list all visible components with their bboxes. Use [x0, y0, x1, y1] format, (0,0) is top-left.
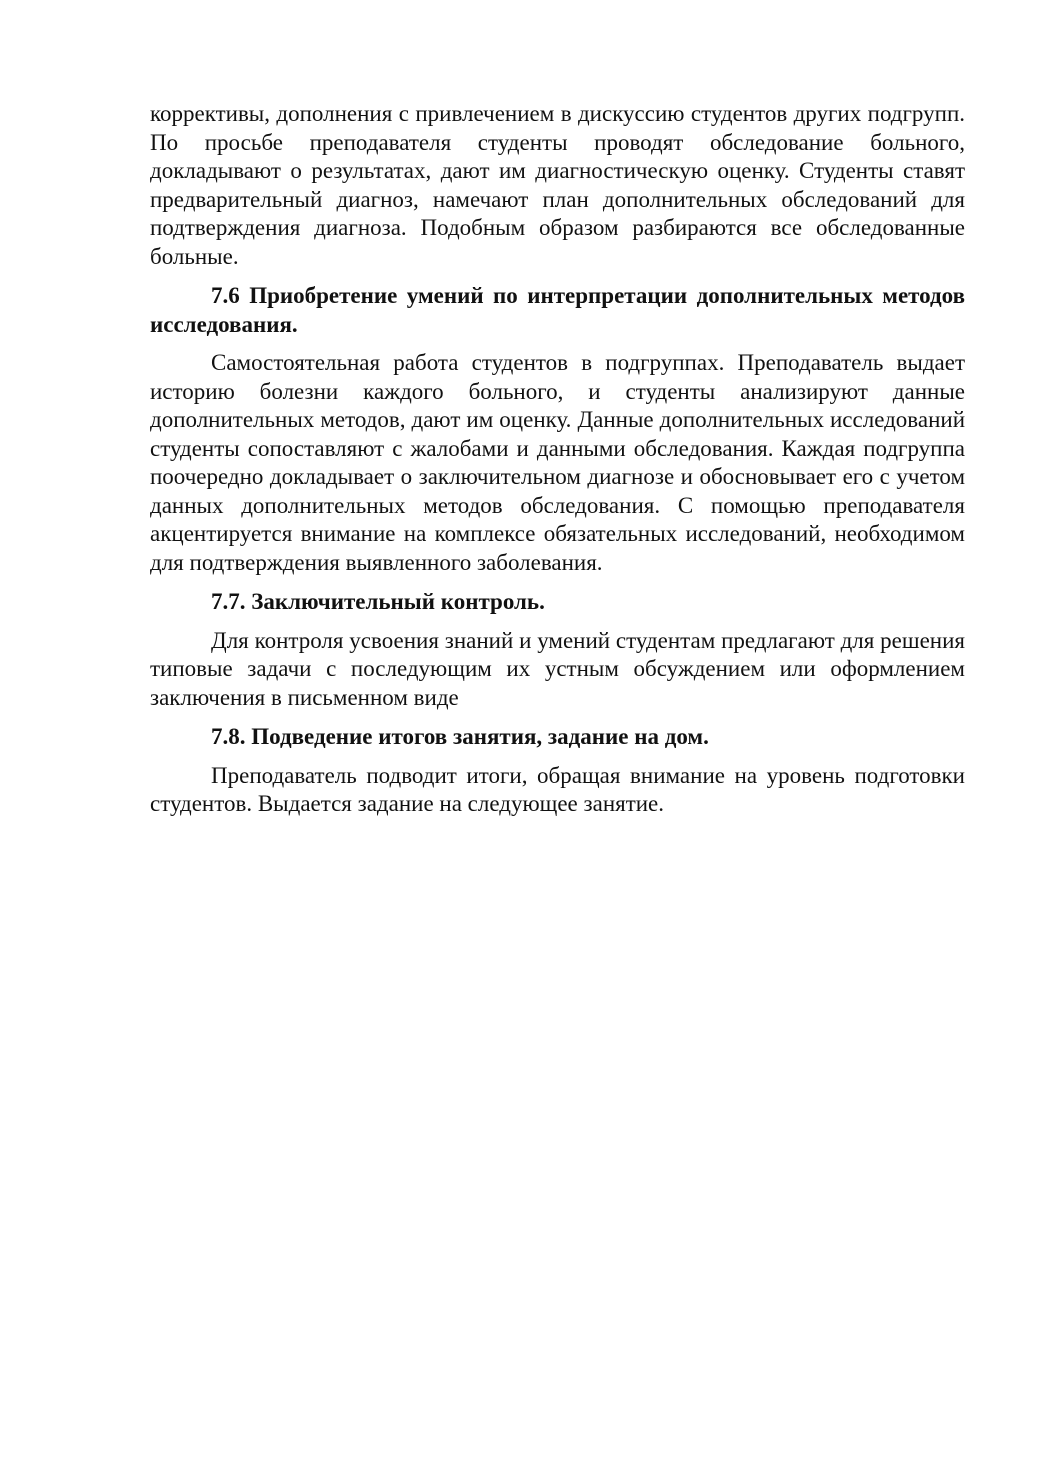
paragraph-discussion: коррективы, дополнения с привлечением в дискуссию студентов других подгрупп. По просьбе преподавателя студенты проводят обследование больного, докладывают о результатах, дают им диагностическую оценку. Студенты ставят предварительный диагноз, намечают план дополнительных обследований для подтверждения диагноза. Подобным образом разбираются все обследованные больные. — [150, 101, 965, 269]
document-page — [150, 100, 965, 819]
paragraph-summary: Преподаватель подводит итоги, обращая внимание на уровень подготовки студентов. Выдается задание на следующее занятие. — [150, 762, 965, 816]
section-heading-7-6: 7.6 Приобретение умений по интерпретации дополнительных методов исследования. — [150, 283, 965, 337]
paragraph-final-control: Для контроля усвоения знаний и умений студентам предлагают для решения типовые задачи с последующим их устным обсуждением или оформлением заключения в письменном виде — [150, 627, 965, 710]
section-heading-7-8: 7.8. Подведение итогов занятия, задание на дом. — [211, 724, 709, 749]
paragraph-independent-work: Самостоятельная работа студентов в подгруппах. Преподаватель выдает историю болезни каждого больного, и студенты анализируют данные дополнительных методов, дают им оценку. Данные дополнительных исследований студенты сопоставляют с жалобами и данными обследования. Каждая подгруппа поочередно докладывает о заключительном диагнозе и обосновывает его с учетом данных дополнительных методов обследования. С помощью преподавателя акцентируется внимание на комплексе обязательных исследований, необходимом для подтверждения выявленного заболевания. — [150, 350, 965, 575]
section-heading-7-7: 7.7. Заключительный контроль. — [211, 589, 545, 614]
